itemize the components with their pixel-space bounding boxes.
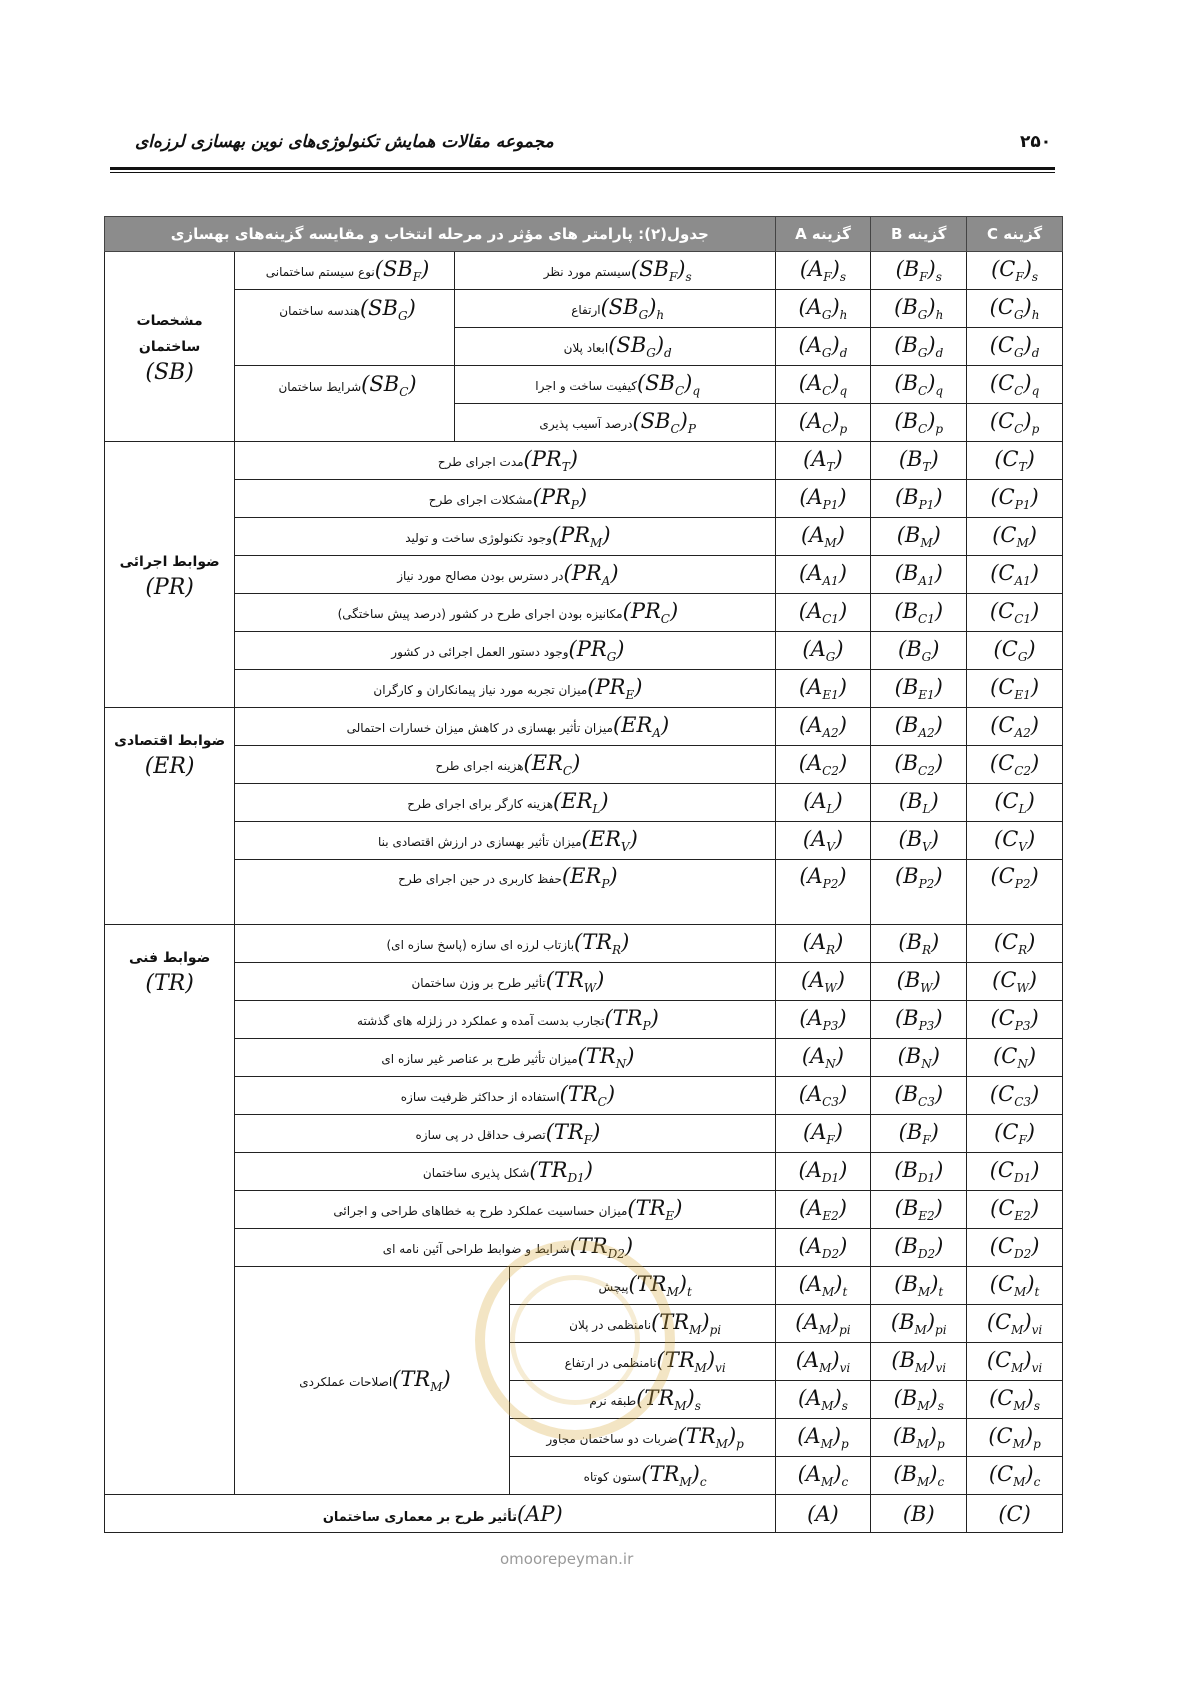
tr-m-cell: اصلاحات $عملکردی(TR_M)$ bbox=[235, 1267, 509, 1495]
option-c-cell: $(C_{C1})$ bbox=[967, 594, 1063, 632]
option-c-cell: $(C_G)_d$ bbox=[967, 328, 1063, 366]
option-b-cell: $(B_C)_p$ bbox=[871, 404, 967, 442]
table-row bbox=[105, 632, 1063, 670]
option-b-cell: $(B_G)_d$ bbox=[871, 328, 967, 366]
table-row bbox=[105, 822, 1063, 860]
table-row bbox=[105, 594, 1063, 632]
option-c-cell: $(C_G)$ bbox=[967, 632, 1063, 670]
option-b-header: گزینه B bbox=[871, 217, 967, 252]
table-row bbox=[105, 252, 1063, 290]
option-a-cell: $(A_{P3})$ bbox=[775, 1001, 871, 1039]
option-c-cell: $(C_{C2})$ bbox=[967, 746, 1063, 784]
option-a-cell: $(A_N)$ bbox=[775, 1039, 871, 1077]
option-c-cell: $(C_V)$ bbox=[967, 822, 1063, 860]
option-c-cell: $(C_M)_{vi}$ bbox=[967, 1343, 1063, 1381]
option-b-cell: $(B_M)_c$ bbox=[871, 1457, 967, 1495]
option-a-cell: $(A_F)$ bbox=[775, 1115, 871, 1153]
option-a-cell: $(A_{C3})$ bbox=[775, 1077, 871, 1115]
option-a-cell: (A) bbox=[775, 1495, 871, 1533]
tr-ms-cell: طبقه $نرم(TR_M)_s$ bbox=[509, 1381, 775, 1419]
option-b-cell: $(B_F)_s$ bbox=[871, 252, 967, 290]
tr-f-cell: تصرف حداقل در پی $سازه(TR_F)$ bbox=[235, 1115, 775, 1153]
option-c-cell: $(C_F)_s$ bbox=[967, 252, 1063, 290]
table-row bbox=[105, 708, 1063, 746]
option-c-cell: $(C_C)_q$ bbox=[967, 366, 1063, 404]
pr-e-cell: میزان تجربه مورد نیاز پیمانکاران و $کارگران(PR_E)$ bbox=[235, 670, 775, 708]
header-rule-thin bbox=[110, 172, 1055, 173]
tr-r-cell: بازتاب لرزه ای سازه (پاسخ سازه $ای)(TR_R)$ bbox=[235, 925, 775, 963]
category-tr: ضوابط فنی (TR) bbox=[105, 925, 235, 1495]
option-c-cell: $(C_M)_c$ bbox=[967, 1457, 1063, 1495]
tr-w-cell: تأثیر طرح بر وزن $ساختمان(TR_W)$ bbox=[235, 963, 775, 1001]
table-caption: جدول(۲): پارامتر های مؤثر در مرحله انتخاب و مقایسه گزینه‌های بهسازی bbox=[105, 217, 776, 252]
option-c-cell: $(C_{P3})$ bbox=[967, 1001, 1063, 1039]
tr-d1-cell: شکل پذیری $ساختمان(TR_{D1})$ bbox=[235, 1153, 775, 1191]
tr-d2-cell: شرایط و ضوابط طراحی آئین نامه $ای(TR_{D2})$ bbox=[235, 1229, 775, 1267]
option-b-cell: $(B_{C3})$ bbox=[871, 1077, 967, 1115]
option-c-cell: $(C_L)$ bbox=[967, 784, 1063, 822]
option-c-cell: $(C_N)$ bbox=[967, 1039, 1063, 1077]
option-b-cell: $(B_F)$ bbox=[871, 1115, 967, 1153]
option-b-cell: $(B_G)$ bbox=[871, 632, 967, 670]
option-a-cell: $(A_{D1})$ bbox=[775, 1153, 871, 1191]
ap-cell: تأثیر طرح بر معماری ساختمان(AP) bbox=[105, 1495, 776, 1533]
option-a-cell: $(A_V)$ bbox=[775, 822, 871, 860]
option-a-cell: $(A_{E1})$ bbox=[775, 670, 871, 708]
option-a-cell: $(A_M)$ bbox=[775, 518, 871, 556]
option-a-cell: $(A_{E2})$ bbox=[775, 1191, 871, 1229]
er-l-cell: هزینه کارگر برای اجرای $طرح(ER_L)$ bbox=[235, 784, 775, 822]
tr-c-cell: استفاده از حداکثر ظرفیت $سازه(TR_C)$ bbox=[235, 1077, 775, 1115]
option-a-cell: $(A_M)_t$ bbox=[775, 1267, 871, 1305]
watermark-seal-inner bbox=[510, 1275, 640, 1405]
option-a-cell: $(A_G)$ bbox=[775, 632, 871, 670]
option-b-cell: $(B_{C2})$ bbox=[871, 746, 967, 784]
option-c-cell: $(C_G)_h$ bbox=[967, 290, 1063, 328]
table-header-row bbox=[105, 217, 1063, 252]
journal-title: مجموعه مقالات همایش تکنولوژی‌های نوین بهسازی لرزه‌ای bbox=[135, 132, 554, 152]
option-c-cell: $(C_{A2})$ bbox=[967, 708, 1063, 746]
table-row bbox=[105, 1001, 1063, 1039]
table-row bbox=[105, 1153, 1063, 1191]
option-c-cell: $(C_M)$ bbox=[967, 518, 1063, 556]
tr-mc-cell: ستون $کوتاه(TR_M)_c$ bbox=[509, 1457, 775, 1495]
pr-t-cell: مدت اجرای $طرح(PR_T)$ bbox=[235, 442, 775, 480]
option-b-cell: $(B_L)$ bbox=[871, 784, 967, 822]
option-c-cell: $(C_{A1})$ bbox=[967, 556, 1063, 594]
option-c-cell: $(C_{C3})$ bbox=[967, 1077, 1063, 1115]
pr-m-cell: وجود تکنولوژی ساخت و $تولید(PR_M)$ bbox=[235, 518, 775, 556]
option-b-cell: $(B_N)$ bbox=[871, 1039, 967, 1077]
option-a-cell: $(A_{A2})$ bbox=[775, 708, 871, 746]
option-a-cell: $(A_R)$ bbox=[775, 925, 871, 963]
pr-g-cell: وجود دستور العمل اجرائی در $کشور(PR_G)$ bbox=[235, 632, 775, 670]
option-a-cell: $(A_{C1})$ bbox=[775, 594, 871, 632]
table-row bbox=[105, 1039, 1063, 1077]
table-row bbox=[105, 480, 1063, 518]
option-c-cell: $(C_C)_p$ bbox=[967, 404, 1063, 442]
tr-mp-cell: ضربات دو ساختمان $مجاور(TR_M)_p$ bbox=[509, 1419, 775, 1457]
option-a-cell: $(A_M)_{vi}$ bbox=[775, 1343, 871, 1381]
option-b-cell: $(B_M)_s$ bbox=[871, 1381, 967, 1419]
option-c-cell: (C) bbox=[967, 1495, 1063, 1533]
option-b-cell: $(B_M)_p$ bbox=[871, 1419, 967, 1457]
option-a-cell: $(A_{P1})$ bbox=[775, 480, 871, 518]
option-b-cell: $(B_M)$ bbox=[871, 518, 967, 556]
option-a-header: گزینه A bbox=[775, 217, 871, 252]
option-b-cell: $(B_M)_{vi}$ bbox=[871, 1343, 967, 1381]
option-a-cell: $(A_M)_p$ bbox=[775, 1419, 871, 1457]
option-b-cell: $(B_{A1})$ bbox=[871, 556, 967, 594]
option-a-cell: $(A_L)$ bbox=[775, 784, 871, 822]
table-row bbox=[105, 1115, 1063, 1153]
table-row bbox=[105, 442, 1063, 480]
sb-f-cell: نوع سیستم $ساختمانی(SB_F)$ bbox=[235, 252, 455, 290]
option-b-cell: $(B_{P2})$ bbox=[871, 860, 967, 925]
category-er: ضوابط اقتصادی (ER) bbox=[105, 708, 235, 925]
option-b-cell: (B) bbox=[871, 1495, 967, 1533]
tr-p-cell: تجارب بدست آمده و عملکرد در زلزله های $گذشته(TR_P)$ bbox=[235, 1001, 775, 1039]
option-c-cell: $(C_{D2})$ bbox=[967, 1229, 1063, 1267]
option-c-cell: $(C_M)_{vi}$ bbox=[967, 1305, 1063, 1343]
option-c-cell: $(C_R)$ bbox=[967, 925, 1063, 963]
option-a-cell: $(A_{P2})$ bbox=[775, 860, 871, 925]
sb-c-cell: شرایط $ساختمان(SB_C)$ bbox=[235, 366, 455, 442]
pr-a-cell: در دسترس بودن مصالح مورد $نیاز(PR_A)$ bbox=[235, 556, 775, 594]
option-b-cell: $(B_M)_{pi}$ bbox=[871, 1305, 967, 1343]
option-c-cell: $(C_T)$ bbox=[967, 442, 1063, 480]
er-a-cell: میزان تأثیر بهسازی در کاهش میزان خسارات $احتمالی(ER_A)$ bbox=[235, 708, 775, 746]
table-row bbox=[105, 784, 1063, 822]
option-a-cell: $(A_{A1})$ bbox=[775, 556, 871, 594]
option-a-cell: $(A_G)_h$ bbox=[775, 290, 871, 328]
option-c-cell: $(C_{E1})$ bbox=[967, 670, 1063, 708]
watermark-url: omoorepeyman.ir bbox=[500, 1550, 634, 1568]
table-row bbox=[105, 518, 1063, 556]
option-a-cell: $(A_G)_d$ bbox=[775, 328, 871, 366]
er-v-cell: میزان تأثیر بهسازی در ارزش اقتصادی $بنا(ER_V)$ bbox=[235, 822, 775, 860]
option-b-cell: $(B_{D1})$ bbox=[871, 1153, 967, 1191]
sb-gd-cell: ابعاد $پلان(SB_G)_d$ bbox=[454, 328, 775, 366]
page-number: ۲۵۰ bbox=[1020, 132, 1052, 152]
table-row bbox=[105, 1191, 1063, 1229]
sb-cq-cell: کیفیت ساخت و $اجرا(SB_C)_q$ bbox=[454, 366, 775, 404]
option-c-header: گزینه C bbox=[967, 217, 1063, 252]
option-b-cell: $(B_V)$ bbox=[871, 822, 967, 860]
option-b-cell: $(B_{E2})$ bbox=[871, 1191, 967, 1229]
category-pr: ضوابط اجرائی (PR) bbox=[105, 442, 235, 708]
option-b-cell: $(B_W)$ bbox=[871, 963, 967, 1001]
sb-gh-cell: $ارتفاع(SB_G)_h$ bbox=[454, 290, 775, 328]
table-row bbox=[105, 925, 1063, 963]
option-c-cell: $(C_M)_t$ bbox=[967, 1267, 1063, 1305]
table-row bbox=[105, 746, 1063, 784]
pr-p-cell: مشکلات اجرای $طرح(PR_P)$ bbox=[235, 480, 775, 518]
er-c-cell: هزینه اجرای $طرح(ER_C)$ bbox=[235, 746, 775, 784]
option-a-cell: $(A_W)$ bbox=[775, 963, 871, 1001]
option-a-cell: $(A_M)_{pi}$ bbox=[775, 1305, 871, 1343]
option-b-cell: $(B_{D2})$ bbox=[871, 1229, 967, 1267]
sb-cp-cell: درصد آسیب $پذیری(SB_C)_P$ bbox=[454, 404, 775, 442]
option-b-cell: $(B_T)$ bbox=[871, 442, 967, 480]
tr-e-cell: میزان حساسیت عملکرد طرح به خطاهای طراحی و $اجرائی(TR_E)$ bbox=[235, 1191, 775, 1229]
option-b-cell: $(B_{E1})$ bbox=[871, 670, 967, 708]
option-c-cell: $(C_{P2})$ bbox=[967, 860, 1063, 925]
option-b-cell: $(B_{A2})$ bbox=[871, 708, 967, 746]
table-row bbox=[105, 1077, 1063, 1115]
header-rule-thick bbox=[110, 167, 1055, 170]
option-c-cell: $(C_{D1})$ bbox=[967, 1153, 1063, 1191]
tr-n-cell: میزان تأثیر طرح بر عناصر غیر سازه $ای(TR_N)$ bbox=[235, 1039, 775, 1077]
option-b-cell: $(B_{P3})$ bbox=[871, 1001, 967, 1039]
option-b-cell: $(B_G)_h$ bbox=[871, 290, 967, 328]
option-a-cell: $(A_C)_q$ bbox=[775, 366, 871, 404]
option-c-cell: $(C_{P1})$ bbox=[967, 480, 1063, 518]
sb-fs-cell: سیستم مورد $نظر(SB_F)_s$ bbox=[454, 252, 775, 290]
option-c-cell: $(C_M)_p$ bbox=[967, 1419, 1063, 1457]
option-b-cell: $(B_M)_t$ bbox=[871, 1267, 967, 1305]
option-b-cell: $(B_C)_q$ bbox=[871, 366, 967, 404]
option-c-cell: $(C_{E2})$ bbox=[967, 1191, 1063, 1229]
tr-mvi-cell: نامنظمی در $ارتفاع(TR_M)_{vi}$ bbox=[509, 1343, 775, 1381]
option-b-cell: $(B_{P1})$ bbox=[871, 480, 967, 518]
option-c-cell: $(C_W)$ bbox=[967, 963, 1063, 1001]
sb-g-cell: هندسه $ساختمان(SB_G)$ bbox=[235, 290, 455, 366]
option-a-cell: $(A_T)$ bbox=[775, 442, 871, 480]
option-c-cell: $(C_M)_s$ bbox=[967, 1381, 1063, 1419]
option-a-cell: $(A_M)_s$ bbox=[775, 1381, 871, 1419]
table-row bbox=[105, 670, 1063, 708]
option-b-cell: $(B_{C1})$ bbox=[871, 594, 967, 632]
option-a-cell: $(A_F)_s$ bbox=[775, 252, 871, 290]
option-b-cell: $(B_R)$ bbox=[871, 925, 967, 963]
pr-c-cell: مکانیزه بودن اجرای طرح در کشور (درصد پیش $ساختگی)(PR_C)$ bbox=[235, 594, 775, 632]
table-row bbox=[105, 366, 1063, 404]
table-row bbox=[105, 556, 1063, 594]
option-a-cell: $(A_C)_p$ bbox=[775, 404, 871, 442]
tr-mpi-cell: نامنظمی در $پلان(TR_M)_{pi}$ bbox=[509, 1305, 775, 1343]
option-c-cell: $(C_F)$ bbox=[967, 1115, 1063, 1153]
option-a-cell: $(A_{C2})$ bbox=[775, 746, 871, 784]
option-a-cell: $(A_{D2})$ bbox=[775, 1229, 871, 1267]
category-sb: مشخصات ساختمان (SB) bbox=[105, 252, 235, 442]
table-row bbox=[105, 963, 1063, 1001]
er-p-cell: حفظ کاربری در حین اجرای $طرح(ER_P)$ bbox=[235, 860, 775, 925]
tr-mt-cell: $پیچش(TR_M)_t$ bbox=[509, 1267, 775, 1305]
table-row bbox=[105, 860, 1063, 925]
table-row bbox=[105, 290, 1063, 328]
table-row bbox=[105, 1495, 1063, 1533]
option-a-cell: $(A_M)_c$ bbox=[775, 1457, 871, 1495]
